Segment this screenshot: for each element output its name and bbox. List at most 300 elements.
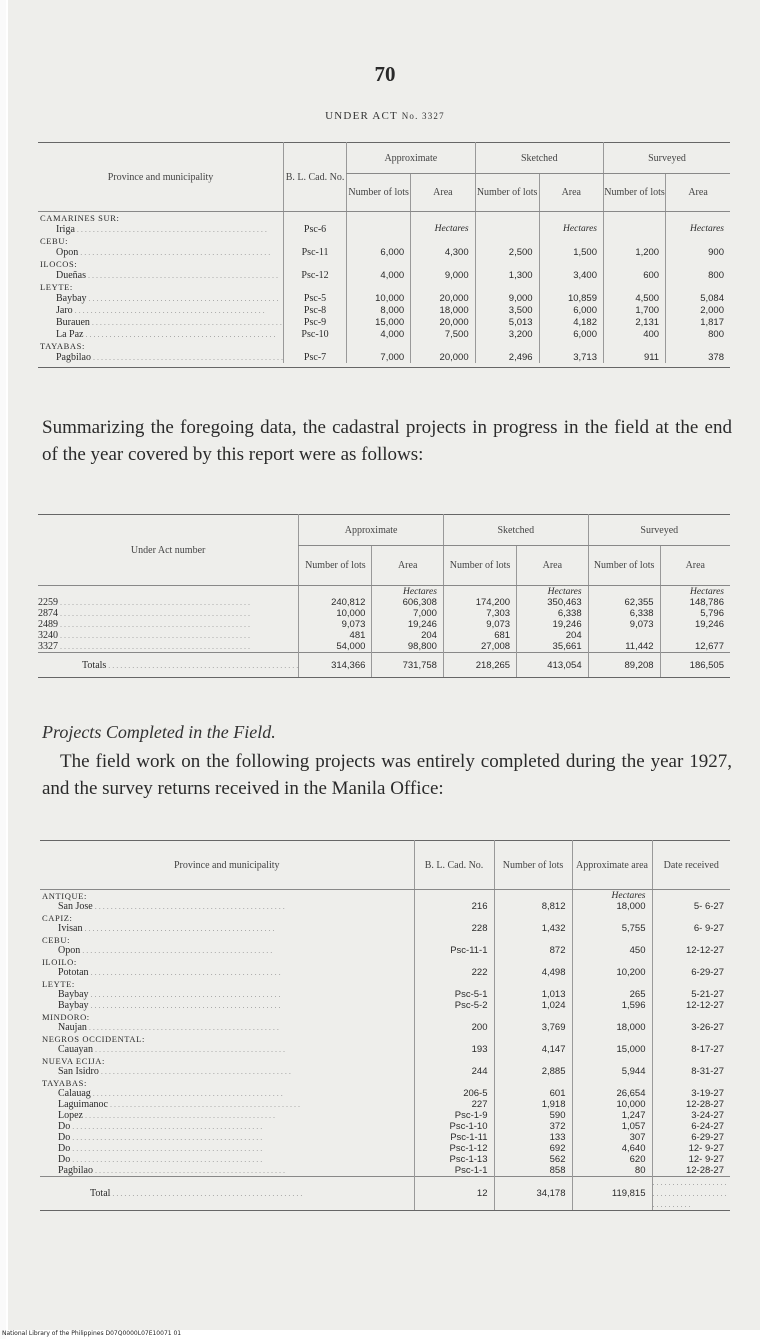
- province-name: CEBU:: [40, 235, 69, 246]
- value-s-lots: [604, 223, 666, 235]
- empty-cell: [284, 212, 347, 224]
- empty-cell: [284, 258, 347, 269]
- empty-cell: [572, 1033, 652, 1044]
- value-a-area: 18,000: [411, 304, 475, 316]
- table-row: [38, 246, 730, 258]
- value-s-area: 378: [666, 351, 730, 363]
- province-name: LEYTE:: [42, 978, 75, 989]
- municipality-name-text: San Jose . . .: [58, 901, 285, 912]
- province-row: [40, 1011, 730, 1022]
- col-sketched: Sketched: [443, 515, 588, 546]
- province-row: [40, 1055, 730, 1066]
- value-s-area: 5,796: [660, 608, 730, 619]
- municipality-name-text: Baybay . . .: [58, 1000, 281, 1011]
- empty-cell: [652, 1055, 730, 1066]
- province-row: [40, 1077, 730, 1088]
- empty-cell: [666, 212, 730, 224]
- municipality-name: [40, 1099, 414, 1110]
- municipality-name: [38, 328, 284, 340]
- value-s-lots: 2,131: [604, 316, 666, 328]
- empty-cell: [284, 340, 347, 351]
- municipality-name-text: Lopez . . .: [58, 1110, 275, 1121]
- empty-cell: [652, 1011, 730, 1022]
- empty-cell: [475, 212, 539, 224]
- date-received: 6- 9-27: [652, 923, 730, 934]
- table-row: [38, 316, 730, 328]
- municipality-name-text: Pototan . . .: [58, 967, 281, 978]
- number-of-lots: 872: [494, 945, 572, 956]
- approximate-area: 26,654: [572, 1088, 652, 1099]
- bl-cad-no: 193: [414, 1044, 494, 1055]
- act-number: [38, 619, 299, 630]
- bl-cad-no: Psc-5-2: [414, 1000, 494, 1011]
- hectares-unit: Hectares: [666, 223, 730, 235]
- province-name: CEBU:: [42, 934, 71, 945]
- empty-cell: [347, 340, 411, 351]
- act-number-text: 3240 . . .: [38, 630, 250, 641]
- table-row: [38, 608, 730, 619]
- number-of-lots: 1,432: [494, 923, 572, 934]
- total-k-area: 413,054: [517, 653, 589, 678]
- empty-cell: [411, 340, 475, 351]
- value-s-lots: 1,700: [604, 304, 666, 316]
- value-k-area: 19,246: [517, 619, 589, 630]
- value-k-lots: 2,496: [475, 351, 539, 363]
- value-a-lots: 10,000: [347, 292, 411, 304]
- total-label-text: Total . . .: [90, 1188, 302, 1199]
- col-bl: B. L. Cad. No.: [414, 841, 494, 890]
- total-row: [40, 1177, 730, 1211]
- empty-cell: [494, 890, 572, 902]
- hectares-unit: Hectares: [660, 586, 730, 598]
- col-surveyed: Surveyed: [604, 143, 731, 174]
- running-head-prefix: UNDER ACT: [325, 110, 402, 122]
- bl-cad-no: Psc-1-9: [414, 1110, 494, 1121]
- col-a-lots: Number of lots: [347, 174, 411, 212]
- number-of-lots: 1,013: [494, 989, 572, 1000]
- province-name: CAPIZ:: [42, 912, 73, 923]
- col-approximate: Approximate: [347, 143, 476, 174]
- municipality-name: [40, 967, 414, 978]
- bl-cad-no: Psc-1-12: [414, 1143, 494, 1154]
- col-k-area: Area: [517, 546, 589, 586]
- municipality-name-text: Ivisan . . .: [58, 923, 274, 934]
- bl-cad-no: Psc-6: [284, 223, 347, 235]
- empty-cell: [347, 258, 411, 269]
- bl-cad-no: 228: [414, 923, 494, 934]
- approximate-area: 1,596: [572, 1000, 652, 1011]
- municipality-name-text: Laguimanoc . . .: [58, 1099, 300, 1110]
- number-of-lots: 3,769: [494, 1022, 572, 1033]
- date-received: 12- 9-27: [652, 1143, 730, 1154]
- municipality-name-text: Baybay . . .: [58, 989, 281, 1000]
- col-s-area: Area: [666, 174, 730, 212]
- value-k-area: 6,000: [539, 328, 603, 340]
- empty-cell: [347, 281, 411, 292]
- bl-cad-no: Psc-12: [284, 269, 347, 281]
- empty-cell: [347, 235, 411, 246]
- municipality-name-text: Do . . .: [58, 1132, 262, 1143]
- table-row: [40, 1066, 730, 1077]
- table-row: [40, 1143, 730, 1154]
- municipality-name: [40, 945, 414, 956]
- municipality-name: [38, 292, 284, 304]
- municipality-name: [38, 246, 284, 258]
- municipality-name: [38, 316, 284, 328]
- empty-cell: [572, 1077, 652, 1088]
- province-name: ANTIQUE:: [42, 890, 87, 901]
- col-a-area: Area: [411, 174, 475, 212]
- date-received: 12- 9-27: [652, 1154, 730, 1165]
- table-row: [40, 1154, 730, 1165]
- province-name: LEYTE:: [40, 281, 73, 292]
- value-a-area: 19,246: [372, 619, 444, 630]
- municipality-name-text: Opon . . .: [56, 247, 270, 258]
- number-of-lots: 372: [494, 1121, 572, 1132]
- act-number: [38, 630, 299, 641]
- col-bl: B. L. Cad. No.: [284, 143, 347, 212]
- empty-cell: [572, 956, 652, 967]
- empty-cell: [411, 212, 475, 224]
- table-row: [38, 641, 730, 653]
- value-a-area: 20,000: [411, 292, 475, 304]
- empty-cell: [494, 1033, 572, 1044]
- municipality-name-text: Baybay . . .: [56, 293, 279, 304]
- empty-cell: [652, 1033, 730, 1044]
- empty-cell: [411, 258, 475, 269]
- date-received: 6-29-27: [652, 967, 730, 978]
- value-a-area: 9,000: [411, 269, 475, 281]
- col-a-area: Area: [372, 546, 444, 586]
- approximate-area: 5,944: [572, 1066, 652, 1077]
- bl-cad-no: 244: [414, 1066, 494, 1077]
- empty-cell: [284, 235, 347, 246]
- municipality-name: [40, 1110, 414, 1121]
- library-footer: National Library of the Philippines D07Q0000L07E10071 01: [2, 1330, 182, 1337]
- municipality-name: [38, 269, 284, 281]
- empty-cell: [588, 586, 660, 598]
- value-a-lots: [347, 223, 411, 235]
- empty-cell: [414, 956, 494, 967]
- bl-cad-no: Psc-9: [284, 316, 347, 328]
- municipality-name-text: La Paz . . .: [56, 329, 276, 340]
- table-row: [40, 1044, 730, 1055]
- empty-cell: [414, 1011, 494, 1022]
- municipality-name: [40, 1022, 414, 1033]
- approximate-area: 450: [572, 945, 652, 956]
- empty-cell: [494, 912, 572, 923]
- empty-cell: [284, 281, 347, 292]
- municipality-name: [40, 901, 414, 912]
- value-k-area: 6,000: [539, 304, 603, 316]
- col-s-lots: Number of lots: [588, 546, 660, 586]
- empty-cell: [652, 890, 730, 902]
- date-received: 12-28-27: [652, 1165, 730, 1177]
- hectares-unit: Hectares: [517, 586, 589, 598]
- col-area: Approximate area: [572, 841, 652, 890]
- bl-cad-no: Psc-10: [284, 328, 347, 340]
- value-k-area: 1,500: [539, 246, 603, 258]
- municipality-name: [40, 1143, 414, 1154]
- empty-cell: [494, 956, 572, 967]
- value-k-lots: 27,008: [443, 641, 516, 653]
- empty-cell: [666, 340, 730, 351]
- value-s-area: 5,084: [666, 292, 730, 304]
- empty-cell: [604, 281, 666, 292]
- municipality-name-text: Opon . . .: [58, 945, 272, 956]
- approximate-area: 307: [572, 1132, 652, 1143]
- total-label: [40, 1177, 414, 1211]
- number-of-lots: 4,498: [494, 967, 572, 978]
- bl-cad-no: Psc-7: [284, 351, 347, 363]
- value-s-lots: 62,355: [588, 597, 660, 608]
- empty-cell: [475, 235, 539, 246]
- act-number: [38, 641, 299, 653]
- province-name: NEGROS OCCIDENTAL:: [42, 1033, 145, 1044]
- bl-cad-no: Psc-5-1: [414, 989, 494, 1000]
- table-row: [40, 945, 730, 956]
- value-s-lots: 6,338: [588, 608, 660, 619]
- approximate-area: 18,000: [572, 1022, 652, 1033]
- empty-cell: [414, 912, 494, 923]
- number-of-lots: 601: [494, 1088, 572, 1099]
- value-k-lots: [475, 223, 539, 235]
- empty-cell: [299, 586, 372, 598]
- hectares-unit: Hectares: [539, 223, 603, 235]
- value-k-area: 10,859: [539, 292, 603, 304]
- date-received: 12-12-27: [652, 1000, 730, 1011]
- bl-cad-no: Psc-8: [284, 304, 347, 316]
- bottom-rule: [38, 363, 730, 368]
- number-of-lots: 133: [494, 1132, 572, 1143]
- value-a-area: 20,000: [411, 316, 475, 328]
- value-a-lots: 6,000: [347, 246, 411, 258]
- col-k-lots: Number of lots: [443, 546, 516, 586]
- act-number: [38, 608, 299, 619]
- col-date: Date received: [652, 841, 730, 890]
- approximate-area: 15,000: [572, 1044, 652, 1055]
- municipality-name: [38, 351, 284, 363]
- province-name: MINDORO:: [42, 1011, 90, 1022]
- empty-cell: [414, 934, 494, 945]
- bl-cad-no: Psc-1-13: [414, 1154, 494, 1165]
- act-number-text: 3327 . . .: [38, 641, 250, 652]
- value-k-area: 4,182: [539, 316, 603, 328]
- date-received: 3-26-27: [652, 1022, 730, 1033]
- value-s-area: 12,677: [660, 641, 730, 653]
- date-received: 8-31-27: [652, 1066, 730, 1077]
- bl-cad-no: Psc-1-11: [414, 1132, 494, 1143]
- province-row: [40, 978, 730, 989]
- empty-cell: [494, 934, 572, 945]
- municipality-name: [40, 1121, 414, 1132]
- value-a-lots: 8,000: [347, 304, 411, 316]
- province-row: [40, 890, 730, 902]
- bl-cad-no: Psc-11-1: [414, 945, 494, 956]
- bl-cad-no: Psc-1-1: [414, 1165, 494, 1177]
- empty-cell: [652, 978, 730, 989]
- value-k-lots: 3,200: [475, 328, 539, 340]
- bl-cad-no: Psc-5: [284, 292, 347, 304]
- table-row: [38, 619, 730, 630]
- table-row: [38, 304, 730, 316]
- hectares-unit: Hectares: [572, 890, 652, 902]
- empty-cell: [572, 934, 652, 945]
- table-row: [40, 1022, 730, 1033]
- col-approximate: Approximate: [299, 515, 444, 546]
- approximate-area: 5,755: [572, 923, 652, 934]
- empty-cell: [494, 978, 572, 989]
- number-of-lots: 590: [494, 1110, 572, 1121]
- hectares-unit: Hectares: [372, 586, 444, 598]
- empty-cell: [475, 281, 539, 292]
- value-s-area: [660, 630, 730, 641]
- empty-cell: [604, 212, 666, 224]
- municipality-name: [40, 1066, 414, 1077]
- empty-cell: [539, 235, 603, 246]
- table-row: [40, 1121, 730, 1132]
- summary-paragraph: Summarizing the foregoing data, the cadastral projects in progress in the field at the end of the year covered by this report were as follows:: [42, 417, 732, 465]
- table-row: [40, 1000, 730, 1011]
- value-a-lots: 481: [299, 630, 372, 641]
- bl-cad-no: 206-5: [414, 1088, 494, 1099]
- empty-cell: [411, 281, 475, 292]
- approximate-area: 10,200: [572, 967, 652, 978]
- number-of-lots: 1,024: [494, 1000, 572, 1011]
- table-row: [38, 351, 730, 363]
- date-received: 6-24-27: [652, 1121, 730, 1132]
- empty-cell: [652, 934, 730, 945]
- number-of-lots: 692: [494, 1143, 572, 1154]
- table-row: [40, 989, 730, 1000]
- province-row: [38, 258, 730, 269]
- empty-cell: [572, 1055, 652, 1066]
- empty-cell: [652, 1077, 730, 1088]
- value-k-area: 3,400: [539, 269, 603, 281]
- empty-cell: [666, 258, 730, 269]
- municipality-name-text: Iriga . . .: [56, 224, 267, 235]
- value-a-area: 606,308: [372, 597, 444, 608]
- value-k-area: 3,713: [539, 351, 603, 363]
- col-sketched: Sketched: [475, 143, 603, 174]
- empty-cell: [494, 1055, 572, 1066]
- municipality-name-text: Pagbilao . . .: [58, 1165, 285, 1176]
- bl-cad-no: 227: [414, 1099, 494, 1110]
- section-heading: Projects Completed in the Field.: [42, 722, 276, 742]
- total-k-lots: 218,265: [443, 653, 516, 678]
- value-a-lots: 4,000: [347, 328, 411, 340]
- table-projects-by-municipality: [38, 142, 730, 368]
- total-area: 119,815: [572, 1177, 652, 1211]
- table-row: [38, 630, 730, 641]
- bl-cad-no: 216: [414, 901, 494, 912]
- col-lots: Number of lots: [494, 841, 572, 890]
- municipality-name: [38, 304, 284, 316]
- date-received: 12-28-27: [652, 1099, 730, 1110]
- value-s-lots: 4,500: [604, 292, 666, 304]
- running-head: [0, 110, 770, 122]
- approximate-area: 80: [572, 1165, 652, 1177]
- value-a-area: 20,000: [411, 351, 475, 363]
- col-a-lots: Number of lots: [299, 546, 372, 586]
- bl-cad-no: 200: [414, 1022, 494, 1033]
- value-a-lots: 9,073: [299, 619, 372, 630]
- value-a-area: 98,800: [372, 641, 444, 653]
- province-row: [38, 340, 730, 351]
- value-a-lots: 10,000: [299, 608, 372, 619]
- municipality-name-text: Calauag . . .: [58, 1088, 283, 1099]
- date-received: 12-12-27: [652, 945, 730, 956]
- province-row: [38, 235, 730, 246]
- date-received: 6-29-27: [652, 1132, 730, 1143]
- empty-cell: [411, 235, 475, 246]
- act-number-text: 2874 . . .: [38, 608, 250, 619]
- total-a-area: 731,758: [372, 653, 444, 678]
- province-name: NUEVA ECIJA:: [42, 1055, 106, 1066]
- province-row: [40, 912, 730, 923]
- value-k-lots: 2,500: [475, 246, 539, 258]
- col-k-area: Area: [539, 174, 603, 212]
- empty-cell: [414, 890, 494, 902]
- number-of-lots: 858: [494, 1165, 572, 1177]
- approximate-area: 265: [572, 989, 652, 1000]
- empty-cell: [414, 1055, 494, 1066]
- province-name: ILOILO:: [42, 956, 77, 967]
- date-received: 3-24-27: [652, 1110, 730, 1121]
- value-a-area: 7,000: [372, 608, 444, 619]
- empty-cell: [38, 586, 299, 598]
- col-province: Province and municipality: [40, 841, 414, 890]
- province-row: [40, 934, 730, 945]
- empty-cell: [347, 212, 411, 224]
- col-province: Province and municipality: [38, 143, 284, 212]
- province-name: TAYABAS:: [42, 1077, 87, 1088]
- value-s-lots: [588, 630, 660, 641]
- approximate-area: 10,000: [572, 1099, 652, 1110]
- value-s-lots: 1,200: [604, 246, 666, 258]
- empty-cell: [666, 235, 730, 246]
- hectares-unit: Hectares: [411, 223, 475, 235]
- table-row: [40, 1165, 730, 1177]
- number-of-lots: 1,918: [494, 1099, 572, 1110]
- province-name: CAMARINES SUR:: [40, 212, 120, 223]
- municipality-name-text: Do . . .: [58, 1143, 262, 1154]
- municipality-name: [40, 1165, 414, 1177]
- empty-cell: [604, 235, 666, 246]
- value-s-lots: 400: [604, 328, 666, 340]
- approximate-area: 1,247: [572, 1110, 652, 1121]
- municipality-name-text: San Isidro . . .: [58, 1066, 291, 1077]
- table-row: [38, 328, 730, 340]
- bl-cad-no: Psc-11: [284, 246, 347, 258]
- empty-cell: [604, 258, 666, 269]
- value-k-lots: 7,303: [443, 608, 516, 619]
- total-date: [652, 1177, 730, 1211]
- totals-row: [38, 653, 730, 678]
- bl-cad-no: Psc-1-10: [414, 1121, 494, 1132]
- value-k-lots: 3,500: [475, 304, 539, 316]
- value-k-lots: 174,200: [443, 597, 516, 608]
- empty-cell: [414, 1033, 494, 1044]
- approximate-area: 4,640: [572, 1143, 652, 1154]
- empty-cell: [572, 978, 652, 989]
- approximate-area: 620: [572, 1154, 652, 1165]
- value-s-lots: 600: [604, 269, 666, 281]
- empty-cell: [475, 340, 539, 351]
- municipality-name-text: Burauen . . .: [56, 317, 282, 328]
- municipality-name: [40, 1088, 414, 1099]
- municipality-name: [40, 989, 414, 1000]
